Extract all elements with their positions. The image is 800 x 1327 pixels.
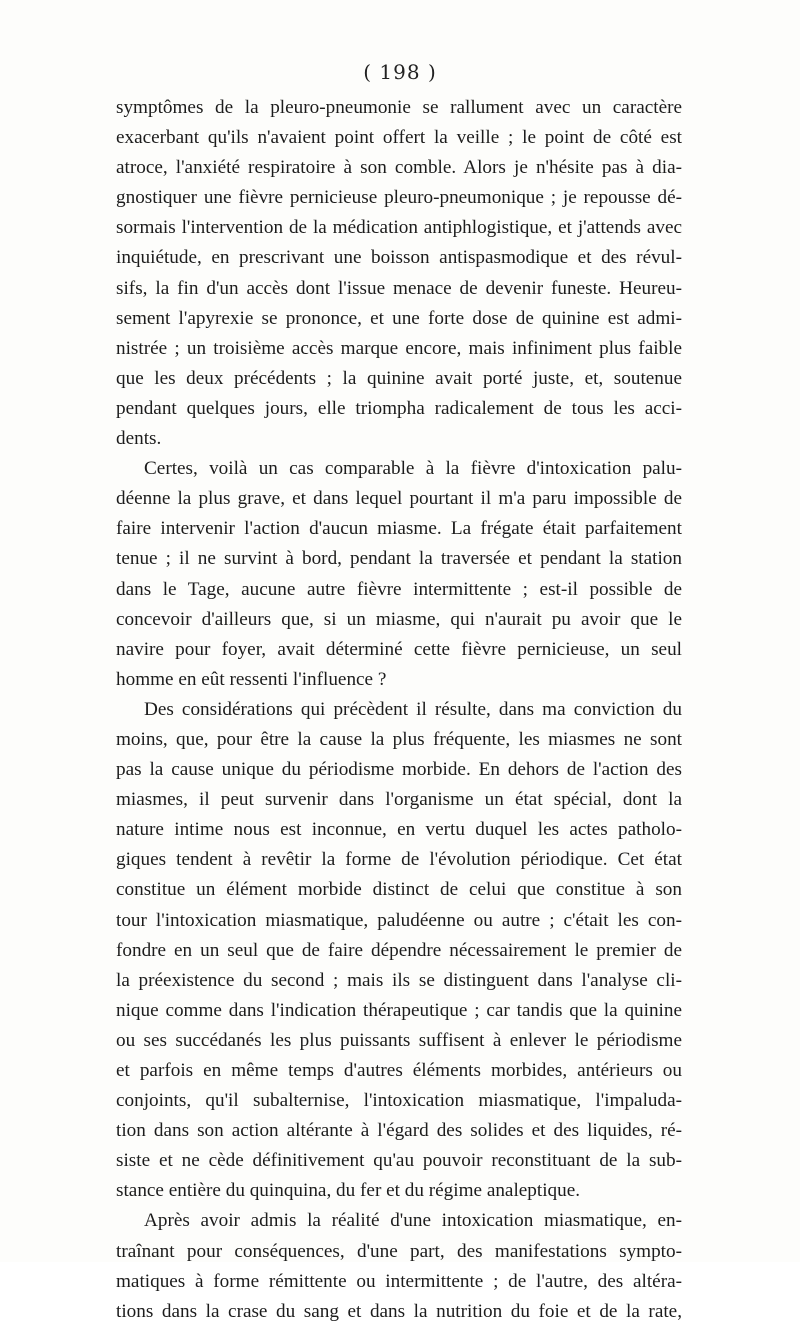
text-line: traînant pour conséquences, d'une part, des manifestations sympto- <box>116 1240 682 1262</box>
text-line: navire pour foyer, avait déterminé cette fièvre pernicieuse, un seul <box>116 638 682 660</box>
text-line: pas la cause unique du périodisme morbide. En dehors de l'action des <box>116 759 682 781</box>
text-line: Certes, voilà un cas comparable à la fièvre d'intoxication palu- <box>144 458 682 480</box>
text-line: que les deux précédents ; la quinine avait porté juste, et, soutenue <box>116 367 682 389</box>
text-line: exacerbant qu'ils n'avaient point offert la veille ; le point de côté est <box>116 127 682 149</box>
text-line: stance entière du quinquina, du fer et du régime analeptique. <box>116 1180 581 1202</box>
text-line: déenne la plus grave, et dans lequel pourtant il m'a paru impossible de <box>116 488 682 510</box>
text-line: pendant quelques jours, elle triompha radicalement de tous les acci- <box>116 397 682 419</box>
text-line: homme en eût ressenti l'influence ? <box>116 668 387 690</box>
text-line: fondre en un seul que de faire dépendre nécessairement le premier de <box>116 939 682 961</box>
text-line: Après avoir admis la réalité d'une intoxication miasmatique, en- <box>144 1210 682 1232</box>
text-line: faire intervenir l'action d'aucun miasme. La frégate était parfaitement <box>116 518 682 540</box>
text-line: atroce, l'anxiété respiratoire à son comble. Alors je n'hésite pas à dia- <box>116 157 682 179</box>
text-line: et parfois en même temps d'autres éléments morbides, antérieurs ou <box>116 1060 682 1081</box>
text-line: giques tendent à revêtir la forme de l'évolution périodique. Cet état <box>116 849 682 871</box>
text-line: Des considérations qui précèdent il résulte, dans ma conviction du <box>144 698 682 720</box>
text-line: concevoir d'ailleurs que, si un miasme, qui n'aurait pu avoir que le <box>116 608 682 630</box>
text-line: la préexistence du second ; mais ils se distinguent dans l'analyse cli- <box>116 969 682 991</box>
page-number: ( 198 ) <box>363 60 437 84</box>
text-line: conjoints, qu'il subalternise, l'intoxication miasmatique, l'impaluda- <box>116 1090 682 1112</box>
text-line: symptômes de la pleuro-pneumonie se rallument avec un caractère <box>116 97 682 118</box>
text-line: sifs, la fin d'un accès dont l'issue menace de devenir funeste. Heureu- <box>116 277 682 299</box>
text-line: tenue ; il ne survint à bord, pendant la traversée et pendant la station <box>116 548 682 570</box>
text-line: sement l'apyrexie se prononce, et une forte dose de quinine est admi- <box>116 307 682 329</box>
text-line: sormais l'intervention de la médication antiphlogistique, et j'attends avec <box>116 217 682 239</box>
text-line: inquiétude, en prescrivant une boisson antispasmodique et des révul- <box>116 247 682 269</box>
text-line: tour l'intoxication miasmatique, paludéenne ou autre ; c'était les con- <box>116 909 682 931</box>
text-line: dents. <box>116 428 162 450</box>
text-line: nique comme dans l'indication thérapeutique ; car tandis que la quinine <box>116 999 682 1021</box>
text-line: nature intime nous est inconnue, en vertu duquel les actes patholo- <box>116 819 682 841</box>
text-line: matiques à forme rémittente ou intermittente ; de l'autre, des altéra- <box>116 1270 682 1292</box>
text-line: ou ses succédanés les plus puissants suffisent à enlever le périodisme <box>116 1029 682 1051</box>
text-line: siste et ne cède définitivement qu'au pouvoir reconstituant de la sub- <box>116 1150 682 1172</box>
text-line: nistrée ; un troisième accès marque encore, mais infiniment plus faible <box>116 337 682 359</box>
text-line: tion dans son action altérante à l'égard des solides et des liquides, ré- <box>116 1120 682 1142</box>
text-line: gnostiquer une fièvre pernicieuse pleuro-pneumonique ; je repousse dé- <box>116 187 682 209</box>
body-text <box>116 93 682 1327</box>
text-line: tions dans la crase du sang et dans la nutrition du foie et de la rate, <box>116 1300 682 1322</box>
text-line: miasmes, il peut survenir dans l'organisme un état spécial, dont la <box>116 789 682 811</box>
text-line: constitue un élément morbide distinct de celui que constitue à son <box>116 879 682 901</box>
text-line: dans le Tage, aucune autre fièvre intermittente ; est-il possible de <box>116 578 682 600</box>
text-line: moins, que, pour être la cause la plus fréquente, les miasmes ne sont <box>116 728 682 750</box>
